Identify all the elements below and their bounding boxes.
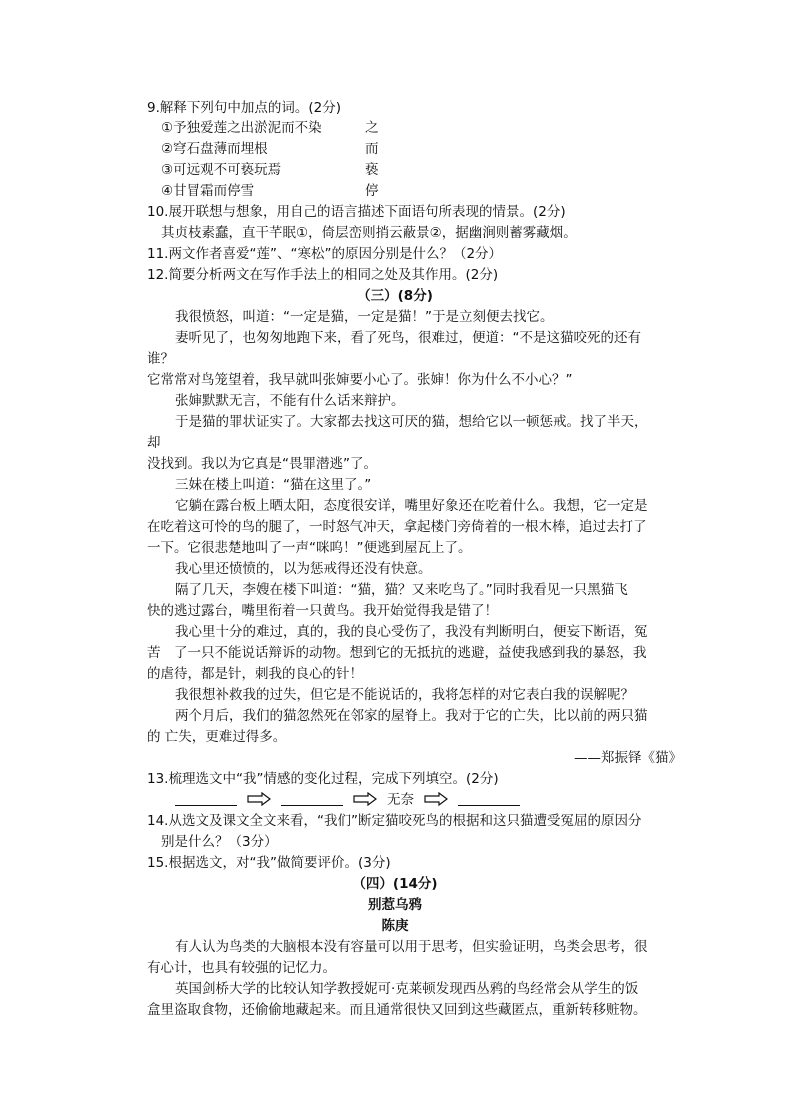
q9-title: 9.解释下列句中加点的词。(2分) — [147, 100, 342, 116]
q9-sentence-3: ③可远观不可亵玩焉 — [161, 162, 282, 178]
fill-blank-3[interactable] — [458, 791, 520, 806]
q9-sentence-2: ②穹石盘薄而埋根 — [161, 141, 268, 157]
article-title: 别惹乌鸦 — [368, 897, 422, 913]
arrow-right-icon — [424, 792, 448, 806]
fill-blank-2[interactable] — [281, 791, 343, 806]
q12-title: 12.简要分析两文在写作手法上的相同之处及其作用。(2分) — [147, 267, 499, 283]
s3-line-10: 它躺在露台板上晒太阳，态度很安详，嘴里好象还在吃着什么。我想，它一定是 — [175, 498, 648, 514]
s3-line-13: 我心里还愤愤的，以为惩戒得还没有快意。 — [175, 561, 432, 577]
s3-line-1: 我很愤怒，叫道：“一定是猫，一定是猫！”于是立刻便去找它。 — [175, 309, 554, 325]
q9-sentence-1: ①予独爱莲之出淤泥而不染 — [161, 120, 322, 136]
s3-line-19: 我很想补救我的过失，但它是不能说话的，我将怎样的对它表白我的误解呢？ — [175, 687, 634, 703]
q13-title: 13.梳理选文中“我”情感的变化过程，完成下列填空。(2分) — [147, 771, 499, 787]
s3-line-14: 隔了几天，李嫂在楼下叫道：“猫，猫？又来吃鸟了。”同时我看见一只黑猫飞 — [175, 582, 628, 598]
fill-given-word: 无奈 — [387, 792, 414, 808]
s3-line-12: 一下。它很悲楚地叫了一声“咪呜！”便逃到屋瓦上了。 — [147, 540, 472, 556]
q14-line-1: 14.从选文及课文全文来看，“我们”断定猫咬死鸟的根据和这只猫遭受冤屈的原因分 — [147, 813, 642, 829]
s3-line-7: 却 — [147, 435, 161, 451]
s3-line-5: 张婶默默无言，不能有什么话来辩护。 — [175, 393, 405, 409]
s3-line-3: 谁？ — [147, 351, 174, 367]
arrow-right-icon — [353, 792, 377, 806]
q9-sentence-4: ④甘冒霜而停雪 — [161, 183, 255, 199]
q10-quote: 其贞枝素蠢，直干芊眠①，倚层峦则捎云蔽景②，据幽涧则蓄雾藏烟。 — [161, 225, 577, 241]
q15-title: 15.根据选文，对“我”做简要评价。(3分) — [147, 855, 391, 871]
section3-heading: （三）(8分) — [357, 288, 433, 304]
q11-title: 11.两文作者喜爱“莲”、“寒松”的原因分别是什么？（2分） — [147, 246, 503, 262]
s3-line-11: 在吃着这可怜的鸟的腿了，一时怒气冲天，拿起楼门旁倚着的一根木棒，追过去打了 — [147, 519, 647, 535]
s3-line-9: 三妹在楼上叫道：“猫在这里了。” — [175, 477, 372, 493]
article-author: 陈庚 — [381, 918, 409, 934]
q13-fill-row — [175, 790, 520, 810]
s4-line-1: 有人认为鸟类的大脑根本没有容量可以用于思考，但实验证明，鸟类会思考，很 — [175, 939, 648, 955]
fill-blank-1[interactable] — [175, 791, 237, 806]
s3-source: ——郑振铎《猫》 — [574, 750, 682, 766]
q9-word-4: 停 — [365, 183, 379, 199]
s3-line-6: 于是猫的罪状证实了。大家都去找这可厌的猫，想给它以一顿惩戒。找了半天， — [175, 414, 648, 430]
q9-word-3: 亵 — [365, 162, 379, 178]
s3-line-16: 我心里十分的难过，真的，我的良心受伤了，我没有判断明白，便妄下断语，冤 — [175, 624, 648, 640]
q9-word-1: 之 — [365, 120, 379, 136]
s3-line-18: 的虐待，都是针，刺我的良心的针！ — [147, 666, 363, 682]
s3-line-4: 它常常对鸟笼望着，我早就叫张婶要小心了。张婶！你为什么不小心？” — [147, 372, 573, 388]
q14-line-2: 别是什么？（3分） — [161, 834, 278, 850]
s4-line-4: 盒里盗取食物，还偷偷地藏起来。而且通常很快又回到这些藏匿点，重新转移赃物。 — [147, 1002, 647, 1018]
s3-line-15: 快的逃过露台，嘴里衔着一只黄鸟。我开始觉得我是错了！ — [147, 603, 498, 619]
q10-title: 10.展开联想与想象，用自己的语言描述下面语句所表现的情景。(2分) — [147, 204, 566, 220]
s3-line-21: 的 亡失，更难过得多。 — [147, 729, 287, 745]
arrow-right-icon — [247, 792, 271, 806]
s3-line-17: 苦 了一只不能说话辩诉的动物。想到它的无抵抗的逃避，益使我感到我的暴怒，我 — [147, 645, 647, 661]
s3-line-8: 没找到。我以为它真是“畏罪潜逃”了。 — [147, 456, 377, 472]
s3-line-20: 两个月后，我们的猫忽然死在邻家的屋脊上。我对于它的亡失，比以前的两只猫 — [175, 708, 648, 724]
section4-heading: （四）(14分) — [352, 876, 438, 892]
q9-word-2: 而 — [365, 141, 379, 157]
s4-line-2: 有心计，也具有较强的记忆力。 — [147, 960, 336, 976]
s3-line-2: 妻听见了，也匆匆地跑下来，看了死鸟，很难过，便道：“不是这猫咬死的还有 — [175, 330, 641, 346]
s4-line-3: 英国剑桥大学的比较认知学教授妮可·克莱顿发现西丛鸦的鸟经常会从学生的饭 — [175, 981, 639, 997]
